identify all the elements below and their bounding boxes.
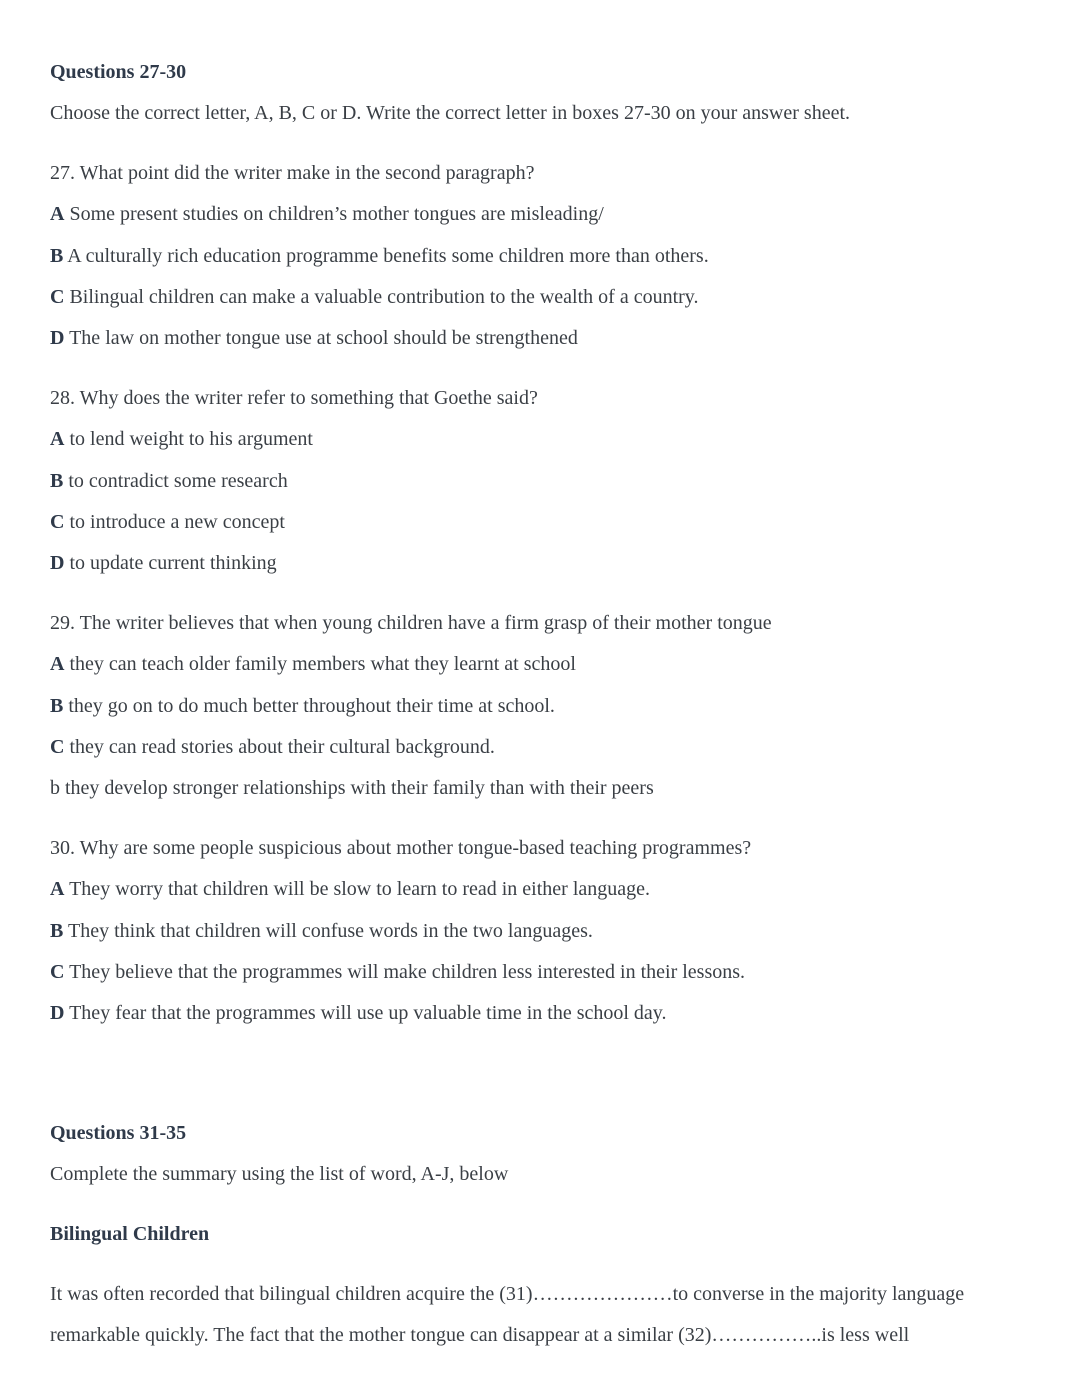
question-29-option-b <box>50 694 555 718</box>
option-letter: D <box>50 327 65 349</box>
option-text: b they develop stronger relationships with their family than with their peers <box>50 777 654 799</box>
question-28-option-b <box>50 469 288 493</box>
question-30-option-a <box>50 877 650 901</box>
section-heading-31-35: Questions 31-35 <box>50 1122 187 1144</box>
option-text: to introduce a new concept <box>69 511 285 533</box>
question-30-option-b <box>50 919 593 943</box>
option-text: They worry that children will be slow to learn to read in either language. <box>69 878 651 900</box>
question-30-option-c <box>50 960 745 984</box>
question-29-option-a <box>50 652 576 676</box>
question-29-option-c <box>50 735 495 759</box>
option-letter: B <box>50 245 64 267</box>
option-letter: A <box>50 878 65 900</box>
option-letter: B <box>50 695 64 717</box>
section-instruction-31-35: Complete the summary using the list of word, A-J, below <box>50 1163 509 1185</box>
option-letter: B <box>50 920 64 942</box>
question-30-option-d <box>50 1001 667 1025</box>
option-text: Bilingual children can make a valuable contribution to the wealth of a country. <box>69 286 699 308</box>
question-28-option-d <box>50 551 277 575</box>
option-letter: C <box>50 286 65 308</box>
option-letter: A <box>50 203 65 225</box>
summary-title: Bilingual Children <box>50 1223 210 1245</box>
question-28-option-a <box>50 427 313 451</box>
option-letter: B <box>50 470 64 492</box>
option-text: They believe that the programmes will make children less interested in their lessons. <box>69 961 746 983</box>
option-text: The law on mother tongue use at school should be strengthened <box>69 327 578 349</box>
section-heading-27-30: Questions 27-30 <box>50 61 187 83</box>
option-text: Some present studies on children’s mother tongues are misleading/ <box>69 203 604 225</box>
option-text: They think that children will confuse words in the two languages. <box>67 920 593 942</box>
summary-line-1: It was often recorded that bilingual children acquire the (31)…………………to converse in the majority language <box>50 1283 965 1305</box>
question-27-option-a <box>50 202 604 226</box>
question-29-option-d <box>50 776 654 800</box>
option-text: they go on to do much better throughout their time at school. <box>68 695 555 717</box>
option-text: to update current thinking <box>69 552 277 574</box>
option-letter: C <box>50 736 65 758</box>
option-letter: A <box>50 428 65 450</box>
question-28-stem: 28. Why does the writer refer to something that Goethe said? <box>50 387 538 409</box>
option-text: they can read stories about their cultural background. <box>69 736 495 758</box>
question-27-option-c <box>50 285 699 309</box>
option-text: A culturally rich education programme benefits some children more than others. <box>67 245 709 267</box>
option-text: to lend weight to his argument <box>69 428 313 450</box>
question-27-option-d <box>50 326 578 350</box>
question-28-option-c <box>50 510 285 534</box>
option-letter: C <box>50 511 65 533</box>
question-27-option-b <box>50 244 709 268</box>
option-text: to contradict some research <box>68 470 288 492</box>
question-29-stem: 29. The writer believes that when young children have a firm grasp of their mother tongue <box>50 612 772 634</box>
section-instruction-27-30: Choose the correct letter, A, B, C or D. Write the correct letter in boxes 27-30 on your answer sheet. <box>50 102 851 124</box>
option-letter: D <box>50 1002 65 1024</box>
option-letter: D <box>50 552 65 574</box>
option-letter: A <box>50 653 65 675</box>
question-27-stem: 27. What point did the writer make in the second paragraph? <box>50 162 535 184</box>
option-text: They fear that the programmes will use up valuable time in the school day. <box>69 1002 667 1024</box>
option-text: they can teach older family members what they learnt at school <box>69 653 576 675</box>
option-letter: C <box>50 961 65 983</box>
question-30-stem: 30. Why are some people suspicious about mother tongue-based teaching programmes? <box>50 837 752 859</box>
summary-line-2: remarkable quickly. The fact that the mother tongue can disappear at a similar (32)……………..is less well <box>50 1324 910 1346</box>
